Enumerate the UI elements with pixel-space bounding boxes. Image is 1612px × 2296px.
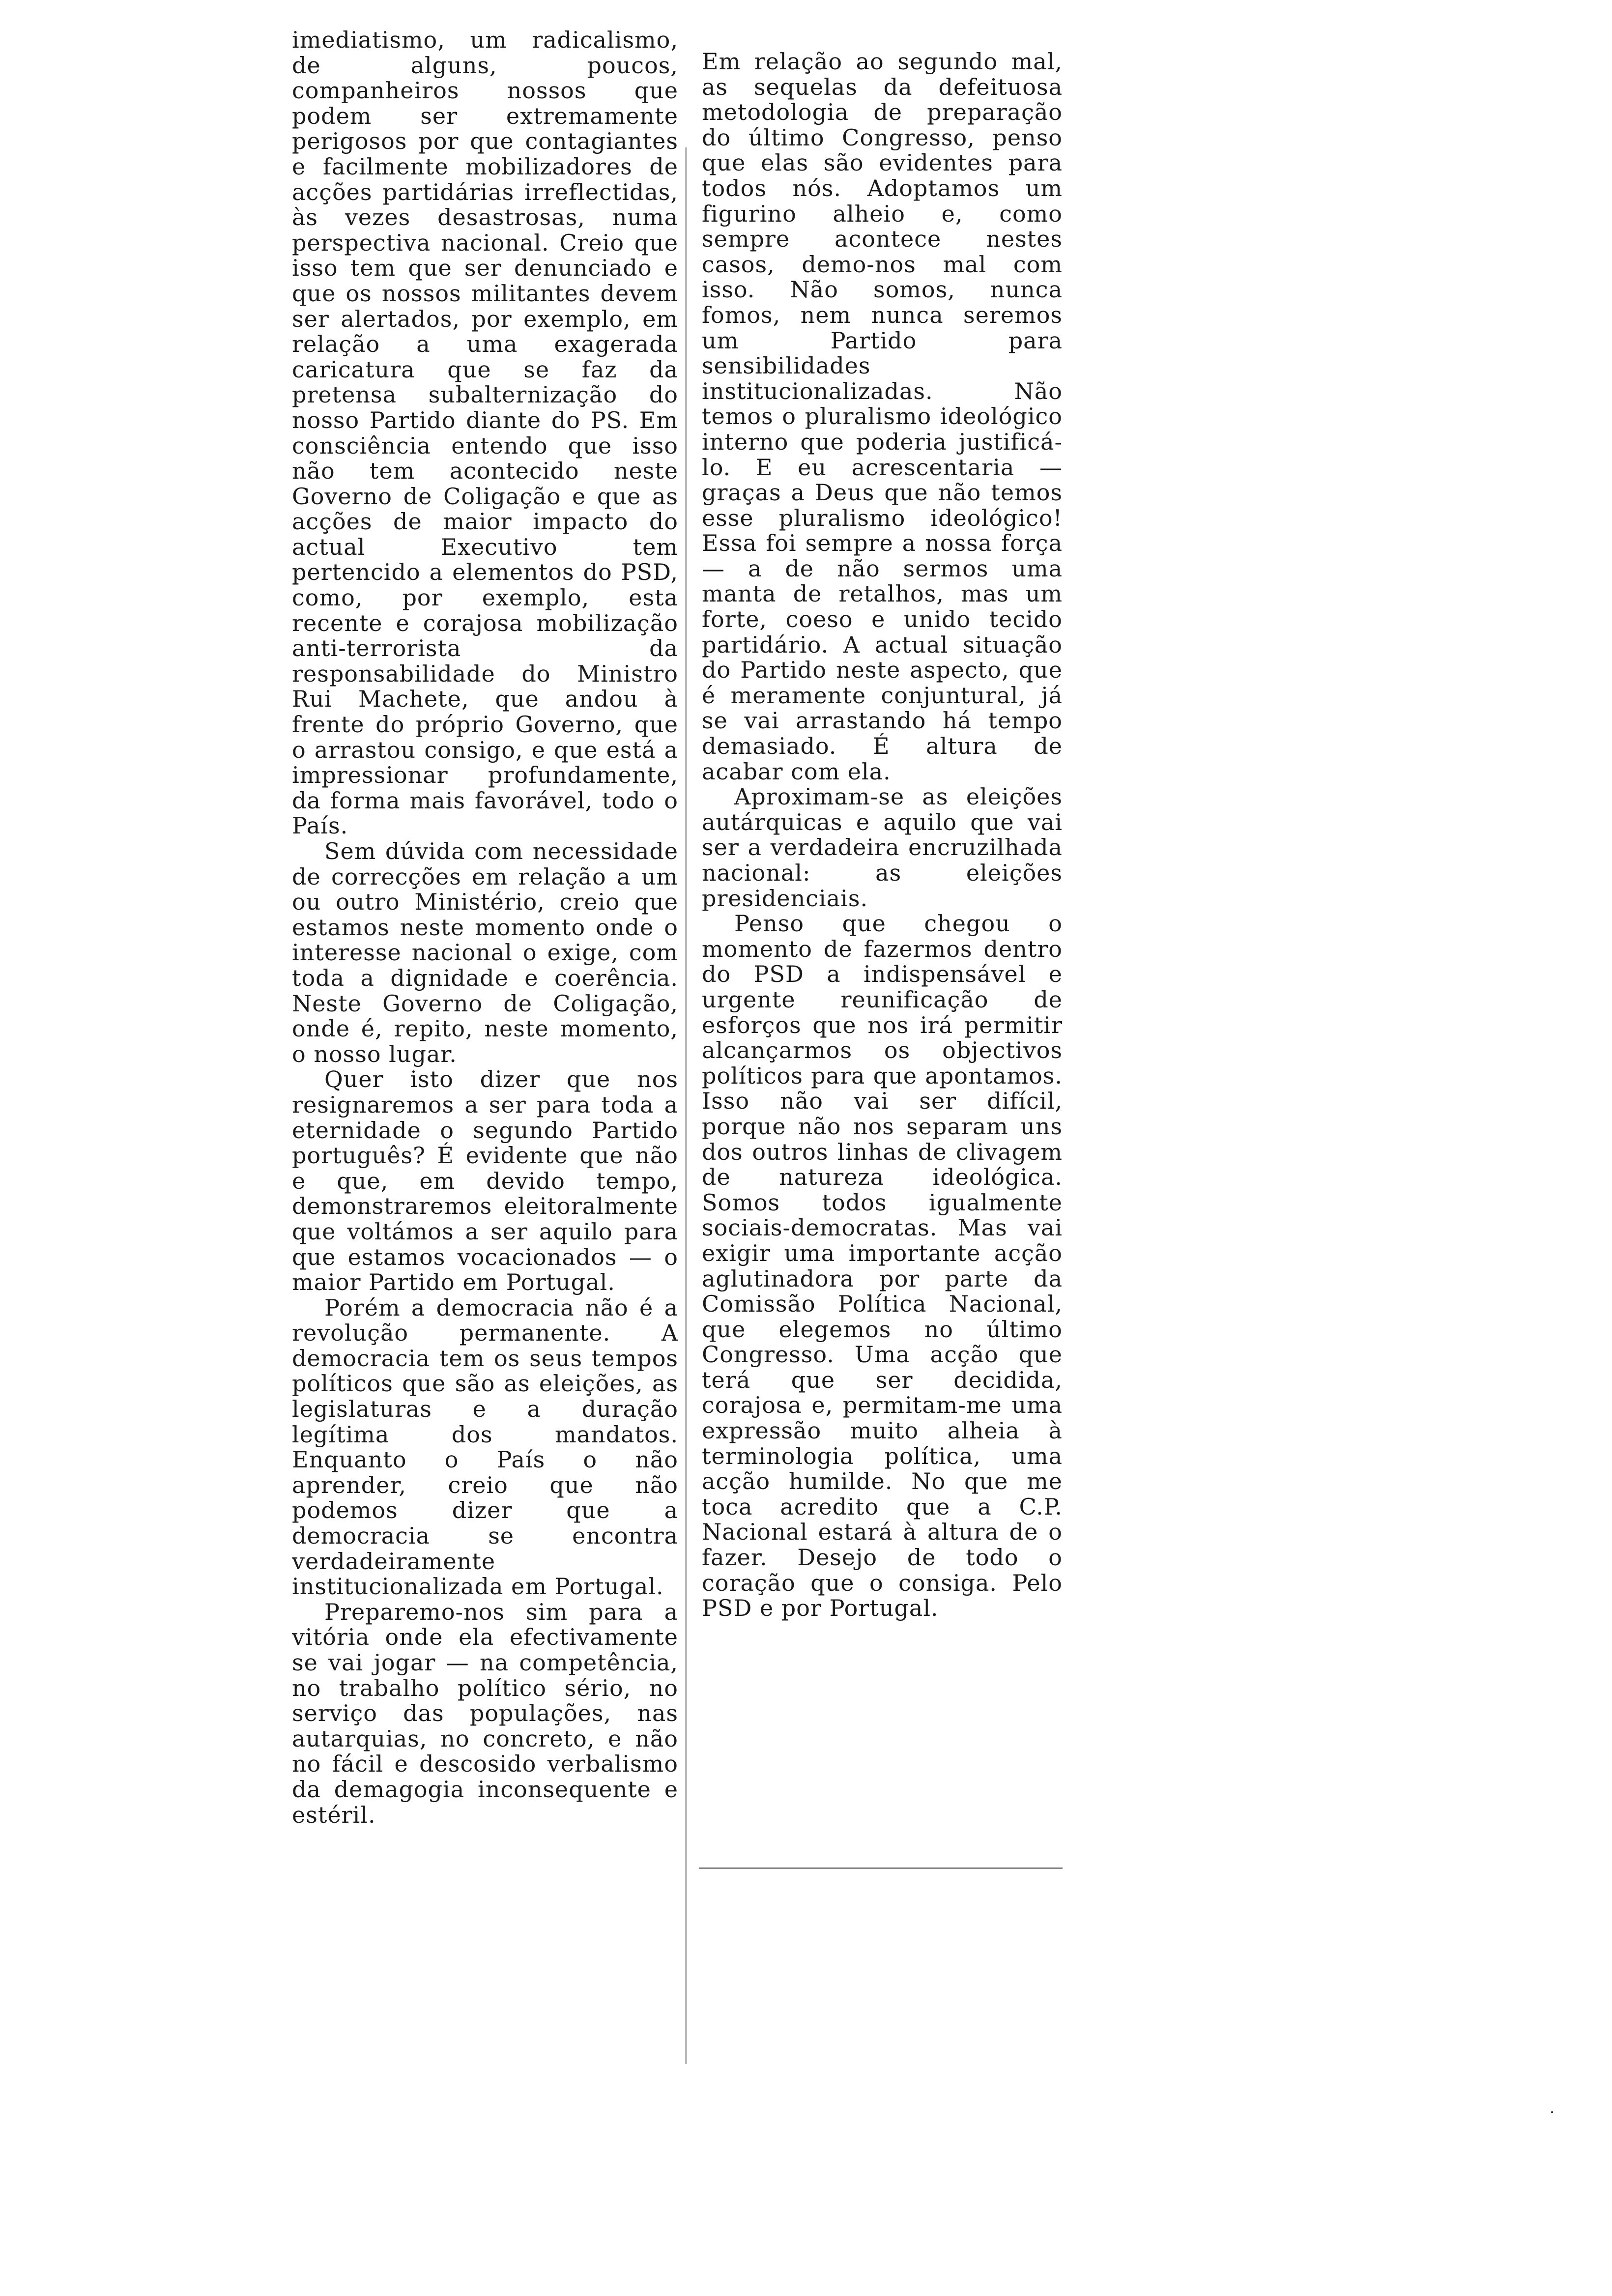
column-divider (685, 147, 687, 2064)
right-column (702, 49, 1063, 1621)
column-end-rule (699, 1867, 1063, 1869)
scan-speck (1551, 2111, 1553, 2113)
left-paragraph-5: Preparemo-nos sim para a vitória onde ela efectivamente se vai jogar — na competência, no trabalho político sério, no serviço das populações, nas autarquias, no concreto, e não no fácil e descosido verbalismo da demagogia inconsequente e estéril. (292, 1598, 678, 1828)
left-column (292, 28, 678, 1828)
left-paragraph-3: Quer isto dizer que nos resignaremos a ser para toda a eternidade o segundo Partido português? É evidente que não e que, em devido tempo, demonstraremos eleitoralmente que voltámos a ser aquilo para que estamos vocacionados — o maior Partido em Portugal. (292, 1066, 678, 1296)
left-paragraph-1: imediatismo, um radicalismo, de alguns, poucos, companheiros nossos que podem ser extremamente perigosos por que contagiantes e facilmente mobilizadores de acções partidárias irreflectidas, às vezes desastrosas, numa perspectiva nacional. Creio que isso tem que ser denunciado e que os nossos militantes devem ser alertados, por exemplo, em relação a uma exagerada caricatura que se faz da pretensa subalternização do nosso Partido diante do PS. Em consciência entendo que isso não tem acontecido neste Governo de Coligação e que as acções de maior impacto do actual Executivo tem pertencido a elementos do PSD, como, por exemplo, esta recente e corajosa mobilização anti-terrorista da responsabilidade do Ministro Rui Machete, que andou à frente do próprio Governo, que o arrastou consigo, e que está a impressionar profundamente, da forma mais favorável, todo o País. (292, 27, 678, 839)
right-paragraph-1: Em relação ao segundo mal, as sequelas da defeituosa metodologia de preparação do último Congresso, penso que elas são evidentes para todos nós. Adoptamos um figurino alheio e, como sempre acontece nestes casos, demo-nos mal com isso. Não somos, nunca fomos, nem nunca seremos um Partido para sensibilidades institucionalizadas. Não temos o pluralismo ideológico interno que poderia justificá-lo. E eu acrescentaria — graças a Deus que não temos esse pluralismo ideológico! Essa foi sempre a nossa força — a de não sermos uma manta de retalhos, mas um forte, coeso e unido tecido partidário. A actual situação do Partido neste aspecto, que é meramente conjuntural, já se vai arrastando há tempo demasiado. É altura de acabar com ela. (702, 48, 1063, 785)
left-paragraph-4: Porém a democracia não é a revolução permanente. A democracia tem os seus tempos políticos que são as eleições, as legislaturas e a duração legítima dos mandatos. Enquanto o País o não aprender, creio que não podemos dizer que a democracia se encontra verdadeiramente institucionalizada em Portugal. (292, 1294, 678, 1600)
right-paragraph-2: Aproximam-se as eleições autárquicas e aquilo que vai ser a verdadeira encruzilhada nacional: as eleições presidenciais. (702, 783, 1063, 912)
left-paragraph-2: Sem dúvida com necessidade de correcções em relação a um ou outro Ministério, creio que estamos neste momento onde o interesse nacional o exige, com toda a dignidade e coerência. Neste Governo de Coligação, onde é, repito, neste momento, o nosso lugar. (292, 838, 678, 1067)
right-paragraph-3: Penso que chegou o momento de fazermos dentro do PSD a indispensável e urgente reunificação de esforços que nos irá permitir alcançarmos os objectivos políticos para que apontamos. Isso não vai ser difícil, porque não nos separam uns dos outros linhas de clivagem de natureza ideológica. Somos todos igualmente sociais-democratas. Mas vai exigir uma importante acção aglutinadora por parte da Comissão Política Nacional, que elegemos no último Congresso. Uma acção que terá que ser decidida, corajosa e, permitam-me uma expressão muito alheia à terminologia política, uma acção humilde. No que me toca acredito que a C.P. Nacional estará à altura de o fazer. Desejo de todo o coração que o consiga. Pelo PSD e por Portugal. (702, 910, 1063, 1622)
